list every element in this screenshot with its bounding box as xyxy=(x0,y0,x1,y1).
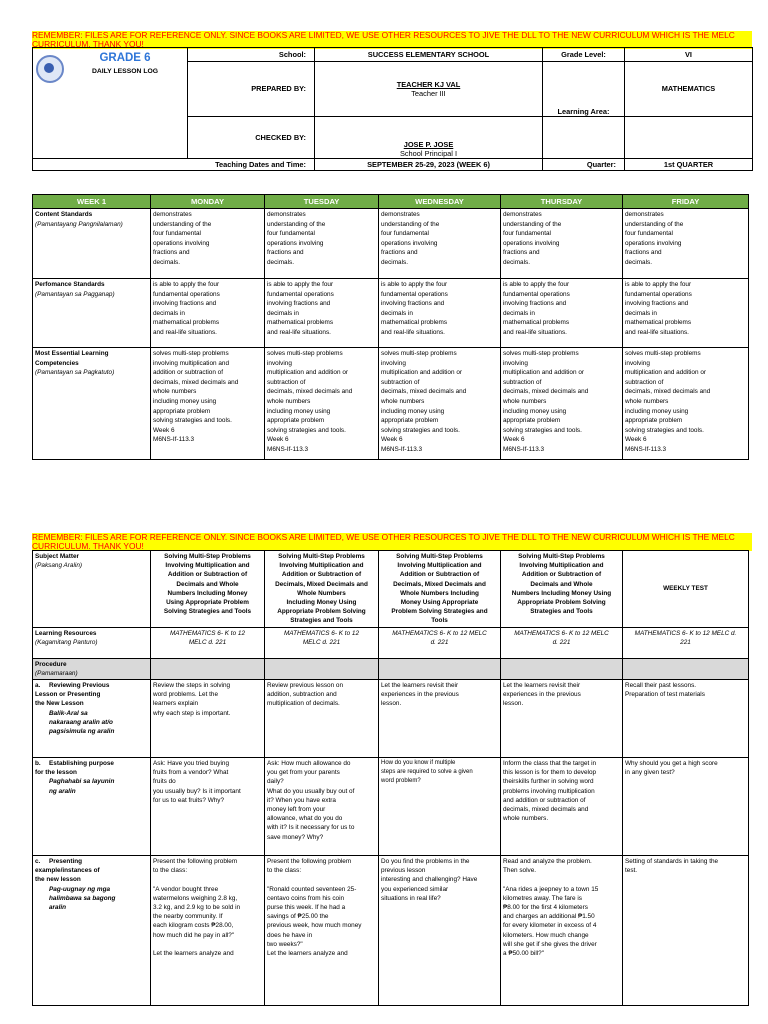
row-title: Perfomance Standards xyxy=(35,281,105,288)
table-cell: is able to apply the four fundamental operations involving fractions and decimals in mathematical problems and real-life situations. xyxy=(501,279,623,348)
step-letter: a. xyxy=(35,682,41,690)
empty-cell xyxy=(151,658,265,679)
teacher-block xyxy=(315,62,543,116)
table-row xyxy=(33,279,749,348)
step-title: Reviewing Previous Lesson or Presenting the New Lesson xyxy=(35,682,110,708)
table-cell: Review previous lesson on addition, subtraction and multiplication of decimals. xyxy=(265,680,379,758)
lesson-plan-table xyxy=(32,550,749,1006)
step-label xyxy=(33,758,151,856)
principal-role: School Principal I xyxy=(399,148,458,158)
step-label xyxy=(33,680,151,758)
table-cell: is able to apply the four fundamental operations involving fractions and decimals in mathematical problems and real-life situations. xyxy=(379,279,501,348)
table-row xyxy=(33,856,749,1006)
step-letter: c. xyxy=(35,858,41,866)
table-cell: is able to apply the four fundamental operations involving fractions and decimals in mathematical problems and real-life situations. xyxy=(151,279,265,348)
empty-cell xyxy=(501,658,623,679)
table-cell: Present the following problem to the class: "Ronald counted seventeen 25- centavo coins from his coin purse this week. If he had a savings of ₱25.00 the previous week, how much money does he have in two weeks?" Let the learners analyze and xyxy=(265,856,379,1006)
grade-level-label: Grade Level: xyxy=(543,48,625,62)
row-subtitle: (Pamamaraan) xyxy=(35,669,78,677)
table-cell: solves multi-step problems involving multiplication and addition or subtraction of decimals, mixed decimals and whole numbers including money using appropriate problem solving strategies and tools. Week 6 M6NS-If-113.3 xyxy=(379,348,501,460)
resource-cell: MATHEMATICS 6- K to 12 MELC d. 221 xyxy=(265,627,379,658)
empty-cell xyxy=(625,116,753,158)
step-letter: b. xyxy=(35,760,41,768)
column-header: FRIDAY xyxy=(623,195,749,209)
table-row xyxy=(33,551,749,628)
subject-cell: Solving Multi-Step Problems Involving Multiplication and Addition or Subtraction of Decimals, Mixed Decimals and Whole Numbers Including Money Using Appropriate Problem Solving Strategies and Tools xyxy=(265,551,379,628)
learning-area-value: MATHEMATICS xyxy=(625,62,753,116)
row-label xyxy=(33,658,151,679)
table-cell: solves multi-step problems involving multiplication and addition or subtraction of decimals, mixed decimals and whole numbers including money using appropriate problem solving strategies and tools. Week 6 M6NS-If-113.3 xyxy=(501,348,623,460)
table-row xyxy=(33,209,749,279)
table-cell: is able to apply the four fundamental operations involving fractions and decimals in mathematical problems and real-life situations. xyxy=(623,279,749,348)
checked-by-label: CHECKED BY: xyxy=(188,116,315,158)
school-label: School: xyxy=(188,48,315,62)
resource-cell: MATHEMATICS 6- K to 12 MELC d. 221 xyxy=(623,627,749,658)
table-cell: Present the following problem to the class: "A vendor bought three watermelons weighing 2.8 kg, 3.2 kg, and 2.9 kg to be sold in the nearby community. If each kilogram costs ₱28.00, how much did he pay in all?" Let the learners analyze and xyxy=(151,856,265,1006)
column-header: TUESDAY xyxy=(265,195,379,209)
table-row xyxy=(33,758,749,856)
table-cell: Ask: How much allowance do you get from your parents daily? What do you usually buy out of it? When you have extra money left from your allowance, what do you do with it? Is it necessary for us to save money? Why? xyxy=(265,758,379,856)
principal-block xyxy=(315,116,543,158)
reference-notice: REMEMBER: FILES ARE FOR REFERENCE ONLY. SINCE BOOKS ARE LIMITED, WE USE OTHER RESOURCES TO JIVE THE DLL TO THE NEW CURRICULUM WHICH IS THE MELC CURRICULUM. THANK YOU! xyxy=(32,533,752,551)
row-subtitle: (Pamantayan sa Pagganap) xyxy=(35,290,115,298)
row-subtitle: (Pamantayan sa Pagkatuto) xyxy=(35,369,115,377)
step-subtitle: Balik-Aral sa nakaraang aralin at/o pagsisimula ng aralin xyxy=(49,709,115,736)
column-header: THURSDAY xyxy=(501,195,623,209)
subject-cell: Solving Multi-Step Problems Involving Multiplication and Addition or Subtraction of Decimals and Whole Numbers Including Money Using Appropriate Problem Solving Strategies and Tools xyxy=(501,551,623,628)
step-subtitle: Paghahabi sa layunin ng aralin xyxy=(49,778,115,795)
resource-cell: MATHEMATICS 6- K to 12 MELC d. 221 xyxy=(151,627,265,658)
column-header: MONDAY xyxy=(151,195,265,209)
reference-notice: REMEMBER: FILES ARE FOR REFERENCE ONLY. SINCE BOOKS ARE LIMITED, WE USE OTHER RESOURCES TO JIVE THE DLL TO THE NEW CURRICULUM WHICH IS THE MELC CURRICULUM. THANK YOU! xyxy=(32,31,752,49)
table-cell: demonstrates understanding of the four fundamental operations involving fractions and decimals. xyxy=(151,209,265,279)
school-name: SUCCESS ELEMENTARY SCHOOL xyxy=(315,48,543,62)
dates-label: Teaching Dates and Time: xyxy=(33,158,315,170)
header-table xyxy=(32,47,753,171)
table-cell: Ask: Have you tried buying fruits from a vendor? What fruits do you usually buy? Is it important for us to eat fruits? Why? xyxy=(151,758,265,856)
table-cell: Do you find the problems in the previous lesson interesting and challenging? Have you experienced similar situations in real life? xyxy=(379,856,501,1006)
table-cell: solves multi-step problems involving multiplication and addition or subtraction of decimals, mixed decimals and whole numbers including money using appropriate problem solving strategies and tools. Week 6 M6NS-If-113.3 xyxy=(623,348,749,460)
prepared-by-label: PREPARED BY: xyxy=(188,62,315,116)
column-header: WEEK 1 xyxy=(33,195,151,209)
row-label xyxy=(33,627,151,658)
table-cell: Let the learners revisit their experiences in the previous lesson. xyxy=(379,680,501,758)
row-label xyxy=(33,209,151,279)
table-cell: Recall their past lessons. Preparation of test materials xyxy=(623,680,749,758)
table-cell: Setting of standards in taking the test. xyxy=(623,856,749,1006)
table-cell: demonstrates understanding of the four fundamental operations involving fractions and decimals. xyxy=(501,209,623,279)
row-label xyxy=(33,348,151,460)
quarter-value: 1st QUARTER xyxy=(625,158,753,170)
table-cell: demonstrates understanding of the four fundamental operations involving fractions and decimals. xyxy=(265,209,379,279)
row-label xyxy=(33,279,151,348)
table-cell: Why should you get a high score in any given test? xyxy=(623,758,749,856)
table-cell: demonstrates understanding of the four fundamental operations involving fractions and decimals. xyxy=(379,209,501,279)
row-subtitle: (Pamantayang Pangnilalaman) xyxy=(35,220,123,228)
row-title: Subject Matter xyxy=(35,553,80,560)
subject-cell: WEEKLY TEST xyxy=(623,551,749,628)
teacher-name: TEACHER KJ VAL xyxy=(396,79,461,89)
table-cell: Let the learners revisit their experiences in the previous lesson. xyxy=(501,680,623,758)
row-title: Learning Resources xyxy=(35,629,97,637)
table-row xyxy=(33,627,749,658)
table-cell: is able to apply the four fundamental operations involving fractions and decimals in mathematical problems and real-life situations. xyxy=(265,279,379,348)
row-subtitle: (Kagamitang Panturo) xyxy=(35,638,98,646)
subject-cell: Solving Multi-Step Problems Involving Multiplication and Addition or Subtraction of Decimals and Whole Numbers Including Money Using Appropriate Problem Solving Strategies and Tools xyxy=(151,551,265,628)
quarter-label: Quarter: xyxy=(543,158,625,170)
table-cell: How do you know if multiple steps are required to solve a given word problem? xyxy=(379,758,501,856)
step-label xyxy=(33,856,151,1006)
log-title: DAILY LESSON LOG xyxy=(91,68,159,75)
step-title: Establishing purpose for the lesson xyxy=(35,760,114,777)
week-standards-table xyxy=(32,194,749,460)
table-cell: Inform the class that the target in this lesson is for them to develop theirskills further in solving word problems involving multiplication and addition or subtraction of decimals, mixed decimals and whole numbers. xyxy=(501,758,623,856)
table-row xyxy=(33,680,749,758)
teaching-dates: SEPTEMBER 25-29, 2023 (WEEK 6) xyxy=(315,158,543,170)
row-title: Most Essential Learning Competencies xyxy=(35,350,109,367)
step-title: Presenting example/instances of the new lesson xyxy=(35,858,100,884)
step-subtitle: Pag-uugnay ng mga halimbawa sa bagong aralin xyxy=(49,885,116,912)
row-title: Content Standards xyxy=(35,211,93,218)
grade-title: GRADE 6 xyxy=(99,52,151,64)
row-title: Procedure xyxy=(35,660,67,668)
learning-area-label: Learning Area: xyxy=(543,62,625,116)
subject-cell: Solving Multi-Step Problems Involving Multiplication and Addition or Subtraction of Decimals, Mixed Decimals and Whole Numbers Including Money Using Appropriate Problem Solving Strategies and Tools xyxy=(379,551,501,628)
table-cell: solves multi-step problems involving multiplication and addition or subtraction of decimals, mixed decimals and whole numbers including money using appropriate problem solving strategies and tools. Week 6 M6NS-If-113.3 xyxy=(265,348,379,460)
empty-cell xyxy=(265,658,379,679)
table-cell: demonstrates understanding of the four fundamental operations involving fractions and decimals. xyxy=(623,209,749,279)
resource-cell: MATHEMATICS 6- K to 12 MELC d. 221 xyxy=(501,627,623,658)
principal-name: JOSE P. JOSE xyxy=(403,139,454,149)
table-row xyxy=(33,348,749,460)
table-row xyxy=(33,658,749,679)
grade-level-value: VI xyxy=(625,48,753,62)
empty-cell xyxy=(543,116,625,158)
column-header: WEDNESDAY xyxy=(379,195,501,209)
resource-cell: MATHEMATICS 6- K to 12 MELC d. 221 xyxy=(379,627,501,658)
teacher-role: Teacher III xyxy=(411,88,446,98)
table-cell: Review the steps in solving word problems. Let the learners explain why each step is important. xyxy=(151,680,265,758)
header-logo-cell xyxy=(33,48,188,159)
table-cell: Read and analyze the problem. Then solve. "Ana rides a jeepney to a town 15 kilometres away. The fare is ₱8.00 for the first 4 kilometers and charges an additional ₱1.50 for every kilometer in excess of 4 kilometers. How much change will she get if she gives the driver a ₱50.00 bill?" xyxy=(501,856,623,1006)
row-label xyxy=(33,551,151,628)
empty-cell xyxy=(379,658,501,679)
empty-cell xyxy=(623,658,749,679)
table-cell: solves multi-step problems involving multiplication and addition or subtraction of decimals, mixed decimals and whole numbers including money using appropriate problem solving strategies and tools. Week 6 M6NS-If-113.3 xyxy=(151,348,265,460)
row-subtitle: (Paksang Aralin) xyxy=(35,562,83,570)
